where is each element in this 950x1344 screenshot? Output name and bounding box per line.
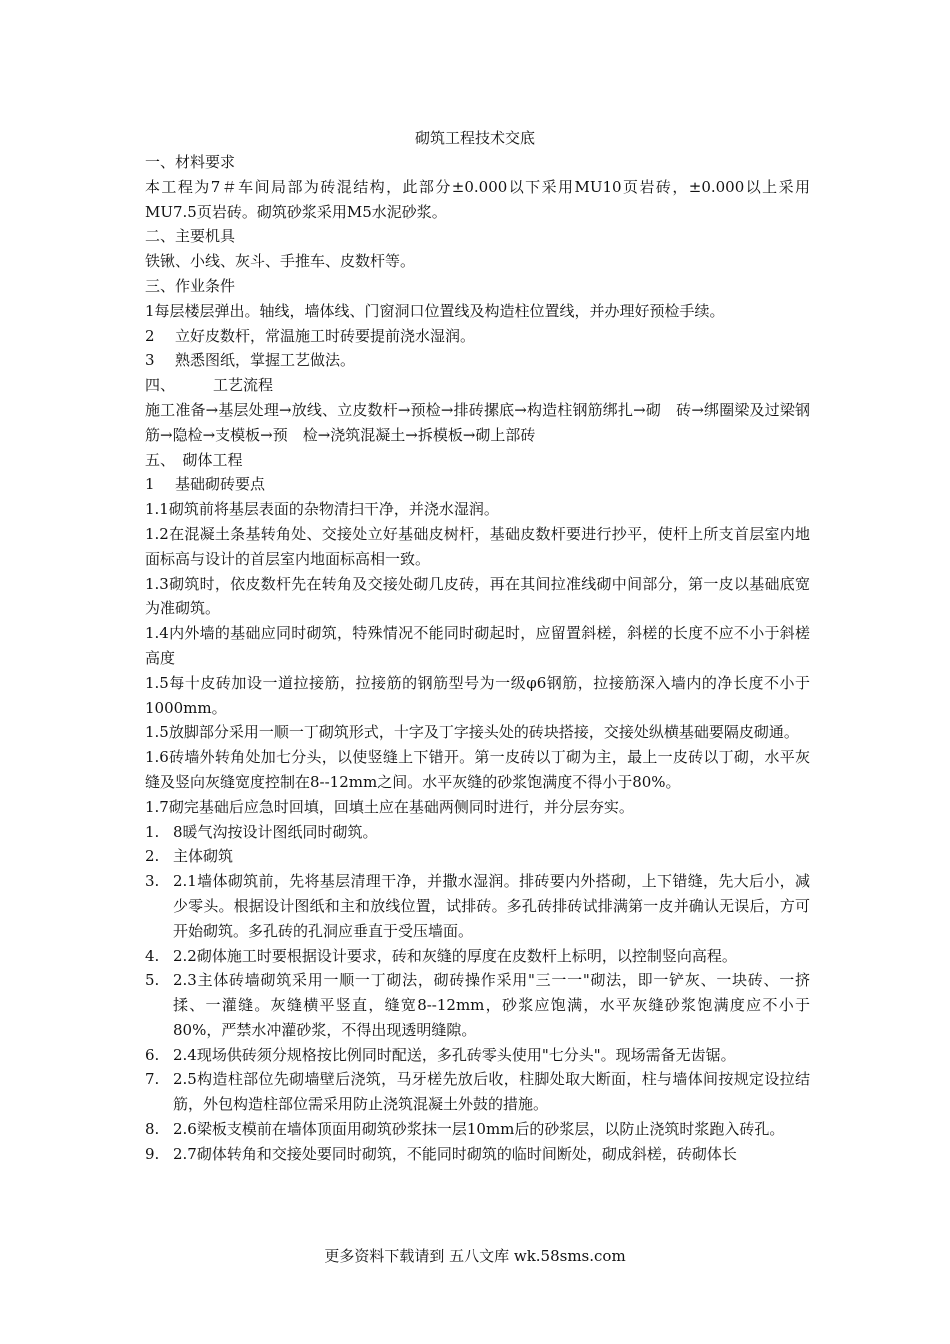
list-text: 2.7砌体转角和交接处要同时砌筑，不能同时砌筑的临时间断处，砌成斜槎，砖砌体长 [173, 1144, 737, 1163]
section-heading-process [145, 373, 810, 398]
list-number: 8. [145, 1120, 160, 1139]
paragraph-1-2: 1.2在混凝土条基转角处、交接处立好基础皮树杆，基础皮数杆要进行抄平，使杆上所支首层室内地面标高与设计的首层室内地面标高相一致。 [145, 524, 810, 568]
paragraph-1-3: 1.3砌筑时，依皮数杆先在转角及交接处砌几皮砖，再在其间拉准线砌中间部分，第一皮以基础底宽为准砌筑。 [145, 574, 810, 618]
list-number: 6. [145, 1045, 160, 1064]
paragraph-condition-1: 1每层楼层弹出。轴线，墙体线、门窗洞口位置线及构造柱位置线，并办理好预检手续。 [145, 301, 725, 320]
list-text: 2.3主体砖墙砌筑采用一顺一丁砌法，砌砖操作采用"三一一"砌法，即一铲灰、一块砖、一挤揉、一灌缝。灰缝横平竖直，缝宽8--12mm，砂浆应饱满，水平灰缝砂浆饱满度应不小于80%，严禁水冲灌砂浆，不得出现透明缝隙。 [173, 971, 810, 1039]
page-footer: 更多资料下载请到 五八文库 wk.58sms.com [324, 1247, 626, 1265]
item-number: 3 [145, 351, 155, 370]
list-item [145, 1067, 810, 1117]
paragraph-1-7: 1.7砌完基础后应急时回填，回填土应在基础两侧同时进行，并分层夯实。 [145, 797, 634, 816]
item-number: 2 [145, 326, 155, 345]
numbered-list [145, 820, 810, 1167]
list-text: 8暖气沟按设计图纸同时砌筑。 [173, 822, 378, 841]
list-item [145, 869, 810, 943]
list-text: 2.2砌体施工时要根据设计要求，砖和灰缝的厚度在皮数杆上标明，以控制竖向高程。 [173, 946, 737, 965]
item-text: 熟悉图纸，掌握工艺做法。 [175, 351, 356, 370]
list-number: 1. [145, 822, 160, 841]
item-text: 立好皮数杆，常温施工时砖要提前浇水湿润。 [175, 326, 476, 345]
paragraph-condition-2 [145, 324, 810, 349]
document-title: 砌筑工程技术交底 [414, 129, 535, 147]
item-text: 基础砌砖要点 [175, 475, 266, 494]
paragraph-condition-3 [145, 348, 810, 373]
list-text: 2.5构造柱部位先砌墙壁后浇筑，马牙槎先放后收，柱脚处取大断面，柱与墙体间按规定设拉结筋，外包构造柱部位需采用防止浇筑混凝土外鼓的措施。 [173, 1070, 810, 1114]
paragraph-1-1: 1.1砌筑前将基层表面的杂物清扫干净，并浇水湿润。 [145, 500, 499, 519]
list-text: 2.6梁板支模前在墙体顶面用砌筑砂浆抹一层10mm后的砂浆层，以防止浇筑时浆跑入砖孔。 [173, 1120, 785, 1139]
list-number: 2. [145, 847, 160, 866]
section-heading-tools: 二、主要机具 [145, 227, 236, 246]
list-item [145, 1142, 810, 1167]
paragraph-1-5b: 1.5放脚部分采用一顺一丁砌筑形式，十字及丁字接头处的砖块搭接，交接处纵横基础要隔皮砌通。 [145, 723, 799, 742]
list-number: 3. [145, 872, 160, 891]
list-number: 4. [145, 946, 160, 965]
list-item [145, 844, 810, 869]
list-item [145, 968, 810, 1042]
paragraph-process-flow: 施工准备→基层处理→放线、立皮数杆→预检→排砖摞底→构造柱钢筋绑扎→砌 砖→绑圈梁及过梁钢筋→隐检→支模板→预 检→浇筑混凝土→拆模板→砌上部砖 [145, 400, 810, 444]
section-heading-conditions: 三、作业条件 [145, 276, 236, 295]
paragraph-1-5a: 1.5每十皮砖加设一道拉接筋，拉接筋的钢筋型号为一级φ6钢筋，拉接筋深入墙内的净长度不小于1000mm。 [145, 673, 810, 717]
list-number: 7. [145, 1070, 160, 1089]
heading-text: 工艺流程 [213, 376, 274, 395]
heading-number: 四、 [145, 376, 176, 395]
subheading-foundation [145, 472, 810, 497]
item-number: 1 [145, 475, 155, 494]
list-item [145, 820, 810, 845]
list-number: 9. [145, 1144, 160, 1163]
list-item [145, 1043, 810, 1068]
section-heading-masonry: 五、 砌体工程 [145, 450, 243, 469]
list-item [145, 1117, 810, 1142]
list-item [145, 944, 810, 969]
section-heading-materials: 一、材料要求 [145, 153, 236, 171]
paragraph-tools: 铁锹、小线、灰斗、手推车、皮数杆等。 [145, 252, 416, 271]
list-text: 主体砌筑 [173, 847, 234, 866]
list-number: 5. [145, 971, 160, 990]
paragraph-materials: 本工程为7＃车间局部为砖混结构，此部分±0.000以下采用MU10页岩砖，±0.000以上采用MU7.5页岩砖。砌筑砂浆采用M5水泥砂浆。 [145, 177, 810, 221]
document-body [145, 150, 810, 1167]
paragraph-1-6: 1.6砖墙外转角处加七分头，以使竖缝上下错开。第一皮砖以丁砌为主，最上一皮砖以丁砌，水平灰缝及竖向灰缝宽度控制在8--12mm之间。水平灰缝的砂浆饱满度不得小于80%。 [145, 748, 810, 791]
paragraph-1-4: 1.4内外墙的基础应同时砌筑，特殊情况不能同时砌起时，应留置斜槎，斜槎的长度不应不小于斜槎高度 [145, 624, 810, 667]
list-text: 2.4现场供砖须分规格按比例同时配送，多孔砖零头使用"七分头"。现场需备无齿锯。 [173, 1045, 736, 1064]
list-text: 2.1墙体砌筑前，先将基层清理干净，并撒水湿润。排砖要内外搭砌，上下错缝，先大后小，减少零头。根据设计图纸和主和放线位置，试排砖。多孔砖排砖试排满第一皮并确认无误后，方可开始砌筑。多孔砖的孔洞应垂直于受压墙面。 [173, 872, 810, 940]
